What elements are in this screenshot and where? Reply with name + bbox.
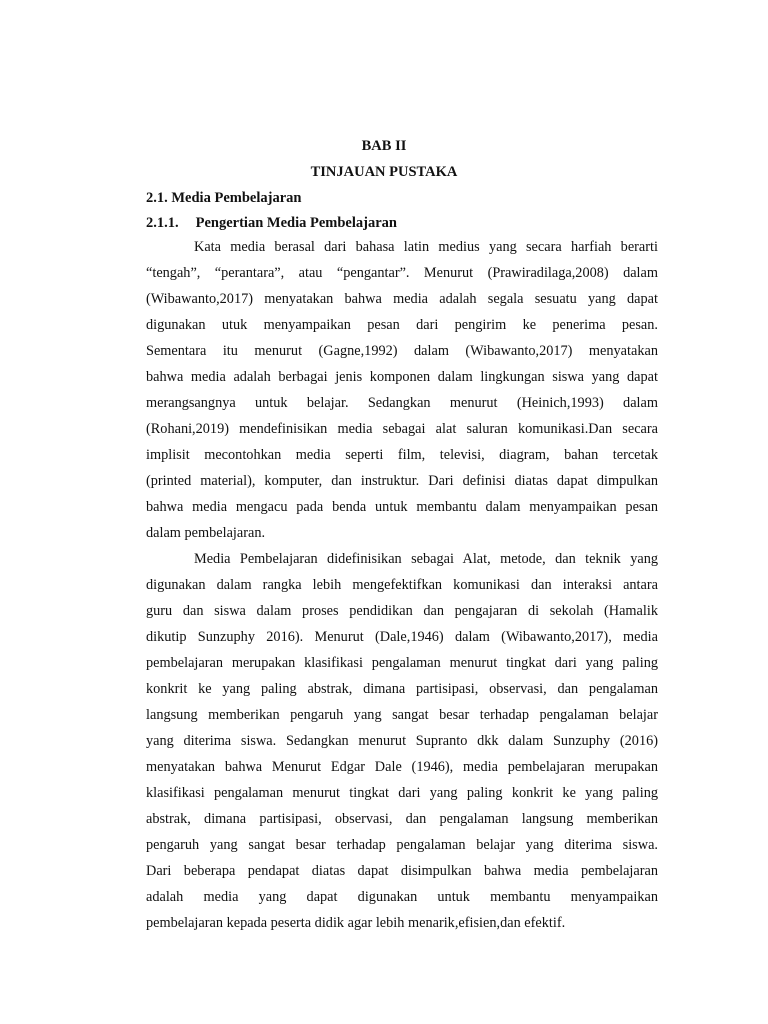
paragraph-line: pengaruh yang sangat besar terhadap pengalaman belajar yang diterima siswa. — [146, 837, 658, 853]
paragraph-line: Sementara itu menurut (Gagne,1992) dalam (Wibawanto,2017) menyatakan — [146, 343, 658, 359]
paragraph-line: implisit mecontohkan media seperti film, televisi, diagram, bahan tercetak — [146, 447, 658, 463]
section-number: 2.1. — [146, 190, 168, 206]
paragraph-line: abstrak, dimana partisipasi, observasi, dan pengalaman langsung memberikan — [146, 811, 658, 827]
paragraph-line: adalah media yang dapat digunakan untuk membantu menyampaikan — [146, 889, 658, 905]
paragraph-line: “tengah”, “perantara”, atau “pengantar”. Menurut (Prawiradilaga,2008) dalam — [146, 265, 658, 281]
chapter-title: TINJAUAN PUSTAKA — [310, 164, 458, 180]
paragraph-line: pembelajaran kepada peserta didik agar lebih menarik,efisien,dan efektif. — [146, 915, 566, 931]
paragraph-line: digunakan dalam rangka lebih mengefektifkan komunikasi dan interaksi antara — [146, 577, 658, 593]
paragraph-line: (Wibawanto,2017) menyatakan bahwa media adalah segala sesuatu yang dapat — [146, 291, 658, 307]
subsection-number: 2.1.1. — [146, 215, 179, 231]
paragraph-line: bahwa media adalah berbagai jenis komponen dalam lingkungan siswa yang dapat — [146, 369, 658, 385]
section-heading — [146, 188, 301, 208]
paragraph-line: langsung memberikan pengaruh yang sangat besar terhadap pengalaman belajar — [146, 707, 658, 723]
paragraph-line: guru dan siswa dalam proses pendidikan dan pengajaran di sekolah (Hamalik — [146, 603, 658, 619]
subsection-title: Pengertian Media Pembelajaran — [195, 215, 397, 231]
paragraph-line: digunakan utuk menyampaikan pesan dari pengirim ke penerima pesan. — [146, 317, 658, 333]
paragraph-line: (printed material), komputer, dan instruktur. Dari definisi diatas dapat dimpulkan — [146, 473, 658, 489]
paragraph-line: Dari beberapa pendapat diatas dapat disimpulkan bahwa media pembelajaran — [146, 863, 658, 879]
section-title: Media Pembelajaran — [171, 190, 302, 206]
paragraph-line: konkrit ke yang paling abstrak, dimana partisipasi, observasi, dan pengalaman — [146, 681, 658, 697]
paragraph-line: bahwa media mengacu pada benda untuk membantu dalam menyampaikan pesan — [146, 499, 658, 515]
paragraph-line: Kata media berasal dari bahasa latin medius yang secara harfiah berarti — [194, 239, 658, 255]
subsection-heading — [146, 213, 397, 233]
paragraph-line: dikutip Sunzuphy 2016). Menurut (Dale,1946) dalam (Wibawanto,2017), media — [146, 629, 658, 645]
paragraph-line: (Rohani,2019) mendefinisikan media sebagai alat saluran komunikasi.Dan secara — [146, 421, 658, 437]
paragraph-line: dalam pembelajaran. — [146, 525, 266, 541]
chapter-number: BAB II — [361, 138, 407, 154]
paragraph-line: merangsangnya untuk belajar. Sedangkan menurut (Heinich,1993) dalam — [146, 395, 658, 411]
paragraph-line: pembelajaran merupakan klasifikasi pengalaman menurut tingkat dari yang paling — [146, 655, 658, 671]
paragraph-line: yang diterima siswa. Sedangkan menurut Supranto dkk dalam Sunzuphy (2016) — [146, 733, 658, 749]
paragraph-line: klasifikasi pengalaman menurut tingkat dari yang paling konkrit ke yang paling — [146, 785, 658, 801]
paragraph-line: menyatakan bahwa Menurut Edgar Dale (1946), media pembelajaran merupakan — [146, 759, 658, 775]
paragraph-line: Media Pembelajaran didefinisikan sebagai Alat, metode, dan teknik yang — [194, 551, 658, 567]
